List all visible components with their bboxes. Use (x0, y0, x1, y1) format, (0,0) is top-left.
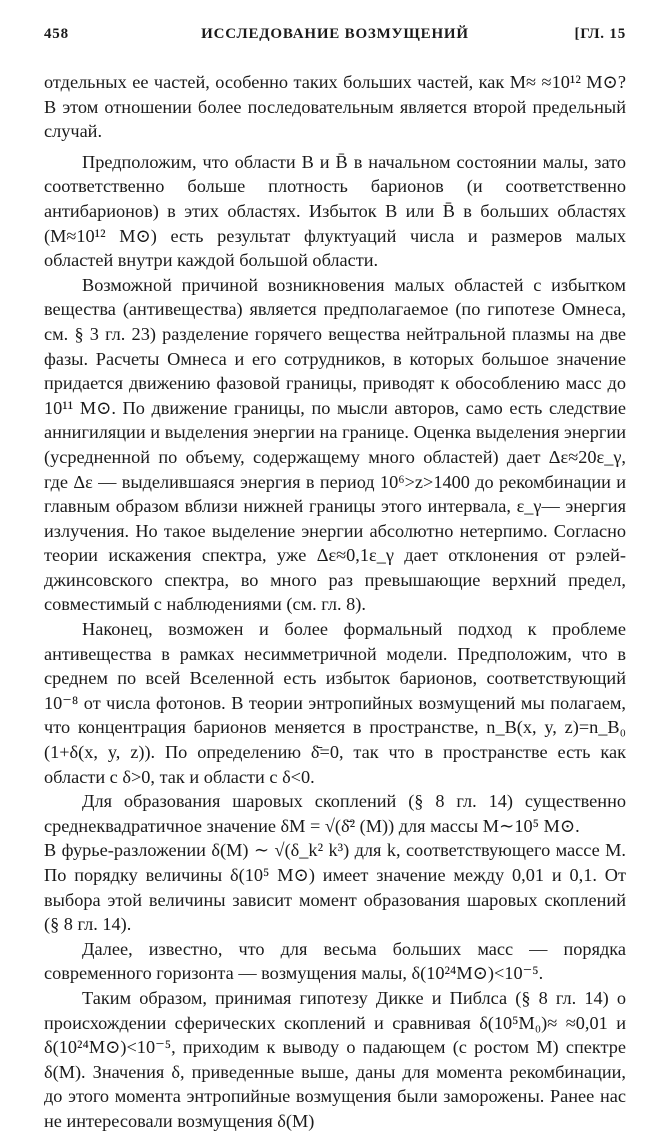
paragraph: В фурье-разложении δ(M) ∼ √(δ_k² k³) для k, соответствующего массе M. По порядку величины δ(10⁵ M⊙) имеет значение между 0,01 и 0,1. От выбора этой величины зависит момент образования шаровых скоплений (§ 8 гл. 14). (44, 840, 626, 935)
paragraph: отдельных ее частей, особенно таких больших частей, как M≈ ≈10¹² M⊙? В этом отношении более последовательным является второй предельный случай. (44, 72, 626, 142)
page-number: 458 (44, 26, 69, 42)
paragraph: Предположим, что области B и B̄ в начальном состоянии малы, зато соответственно больше плотность барионов (и соответственно антибарионов) в этих областях. Избыток B или B̄ в больших областях (M≈10¹² M⊙) есть результат флуктуаций числа и размеров малых областей внутри каждой большой области. (44, 151, 626, 271)
chapter-label: [ГЛ. 15 (574, 26, 626, 42)
body-text (44, 70, 626, 1134)
paragraph: Для образования шаровых скоплений (§ 8 гл. 14) существенно среднеквадратичное значение δM = √(δ̄² (M)) для массы M∼10⁵ M⊙. (44, 791, 626, 836)
paragraph: Далее, известно, что для весьма больших масс — порядка современного горизонта — возмущения малы, δ(10²⁴M⊙)<10⁻⁵. (44, 938, 626, 984)
running-title: ИССЛЕДОВАНИЕ ВОЗМУЩЕНИЙ (201, 26, 469, 42)
paragraph: Таким образом, принимая гипотезу Дикке и Пиблса (§ 8 гл. 14) о происхождении сферических скоплений и сравнивая δ(10⁵M₀)≈ ≈0,01 и δ(10²⁴M⊙)<10⁻⁵, приходим к выводу о падающем (с ростом M) спектре δ(M). Значения δ, приведенные выше, даны для момента рекомбинации, до этого момента энтропийные возмущения были заморожены. Ранее нас не интересовали возмущения δ(M) (44, 987, 626, 1131)
running-header (44, 26, 626, 50)
paragraph: Наконец, возможен и более формальный подход к проблеме антивещества в рамках несимметричной модели. Предположим, что в среднем по всей Вселенной есть избыток барионов, соответствующий 10⁻⁸ от числа фотонов. В теории энтропийных возмущений мы полагаем, что концентрация барионов меняется в пространстве, n_B(x, y, z)=n_B₀ (1+δ(x, y, z)). По определению δ̄=0, так что в пространстве есть как области с δ>0, так и области с δ<0. (44, 619, 626, 787)
paragraph: Возможной причиной возникновения малых областей с избытком вещества (антивещества) является предполагаемое (по гипотезе Омнеса, см. § 3 гл. 23) разделение горячего вещества нейтральной плазмы на две фазы. Расчеты Омнеса и его сотрудников, в которых большое значение придается движению фазовой границы, приводят к обособлению масс до 10¹¹ M⊙. По движение границы, по мысли авторов, само есть следствие аннигиляции и выделения энергии на границе. Оценка выделения энергии (усредненной по объему, содержащему много областей) дает Δε≈20ε_γ, где Δε — выделившаяся энергия в период 10⁶>z>1400 до рекомбинации и главным образом вблизи нижней границы этого интервала, ε_γ— энергия излучения. Но такое выделение энергии абсолютно нетерпимо. Согласно теории искажения спектра, уже Δε≈0,1ε_γ дает отклонения от рэлей-джинсовского спектра, во много раз превышающие верхний предел, совместимый с наблюдениями (см. гл. 8). (44, 274, 626, 615)
